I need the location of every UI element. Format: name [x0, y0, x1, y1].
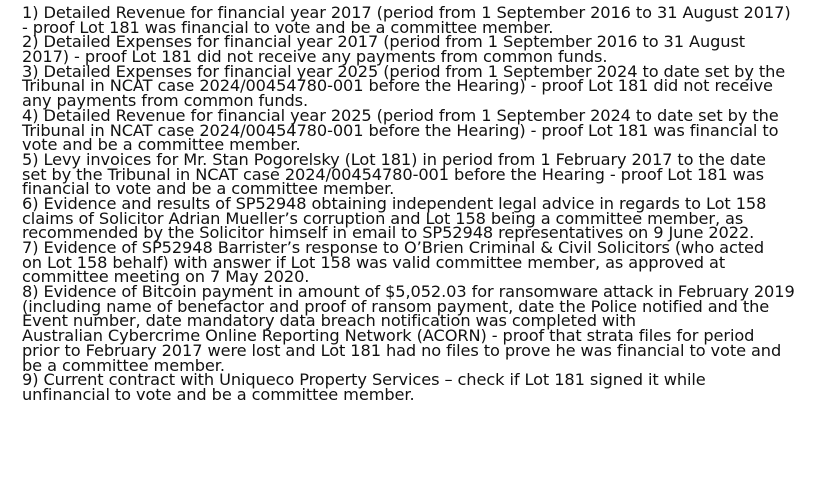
- text-line: any payments from common funds.: [22, 91, 309, 111]
- text-line: - proof Lot 181 was financial to vote and be a committee member.: [22, 17, 554, 37]
- text-line: vote and be a committee member.: [22, 135, 301, 155]
- text-line: Australian Cybercrime Online Reporting Network (ACORN) - proof that strata files for period: [22, 326, 755, 346]
- text-line: recommended by the Solicitor himself in email to SP52948 representatives on 9 June 2022.: [22, 223, 755, 243]
- document-body: [22, 3, 822, 404]
- text-line: financial to vote and be a committee member.: [22, 179, 395, 199]
- text-line: Event number, date mandatory data breach notification was completed with: [22, 311, 636, 331]
- text-line: 9) Current contract with Uniqueco Property Services – check if Lot 181 signed it while: [22, 370, 706, 390]
- text-line: 6) Evidence and results of SP52948 obtaining independent legal advice in regards to Lot 158: [22, 193, 767, 213]
- text-line: 1) Detailed Revenue for financial year 2017 (period from 1 September 2016 to 31 August 2017): [22, 3, 791, 22]
- text-line: prior to February 2017 were lost and Lot 181 had no files to prove he was financial to vote and: [22, 340, 782, 360]
- text-line: be a committee member.: [22, 355, 225, 375]
- text-line: on Lot 158 behalf) with answer if Lot 158 was valid committee member, as approved at: [22, 252, 726, 272]
- text-line: 2) Detailed Expenses for financial year 2017 (period from 1 September 2016 to 31 August: [22, 32, 746, 52]
- text-line: 4) Detailed Revenue for financial year 2025 (period from 1 September 2024 to date set by the: [22, 105, 779, 125]
- text-line: committee meeting on 7 May 2020.: [22, 267, 310, 287]
- text-line: 7) Evidence of SP52948 Barrister’s response to O’Brien Criminal & Civil Solicitors (who acted: [22, 238, 765, 257]
- text-line: 5) Levy invoices for Mr. Stan Pogorelsky (Lot 181) in period from 1 February 2017 to the date: [22, 149, 766, 169]
- text-line: Tribunal in NCAT case 2024/00454780-001 before the Hearing) - proof Lot 181 did not receive: [22, 76, 773, 96]
- text-line: 8) Evidence of Bitcoin payment in amount of $5,052.03 for ransomware attack in February 2019: [22, 282, 795, 302]
- text-line: (including name of benefactor and proof of ransom payment, date the Police notified and the: [22, 296, 770, 316]
- text-line: set by the Tribunal in NCAT case 2024/00454780-001 before the Hearing - proof Lot 181 was: [22, 164, 764, 184]
- text-line: claims of Solicitor Adrian Mueller’s corruption and Lot 158 being a committee member, as: [22, 208, 744, 228]
- text-line: 3) Detailed Expenses for financial year 2025 (period from 1 September 2024 to date set by the: [22, 61, 786, 81]
- text-line: Tribunal in NCAT case 2024/00454780-001 before the Hearing) - proof Lot 181 was financial to: [22, 120, 779, 140]
- text-line: 2017) - proof Lot 181 did not receive any payments from common funds.: [22, 47, 608, 67]
- text-line: unfinancial to vote and be a committee member.: [22, 384, 415, 404]
